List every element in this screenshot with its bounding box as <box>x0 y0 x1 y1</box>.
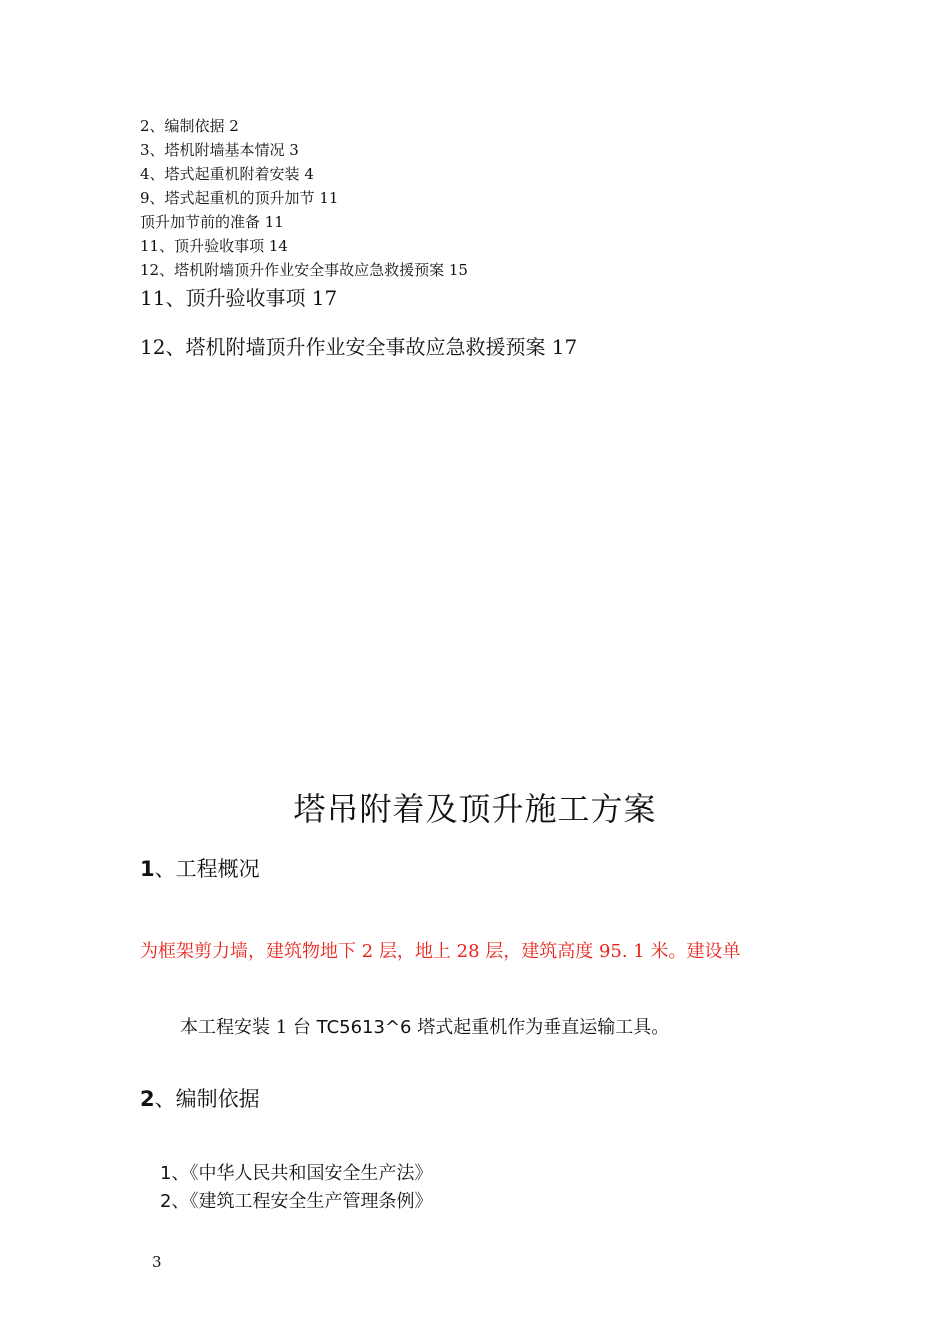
body-text-suffix: 塔式起重机作为垂直运输工具。 <box>411 1017 670 1038</box>
reference-text: 、《建筑工程安全生产管理条例》 <box>171 1191 433 1212</box>
reference-number: 2 <box>160 1191 172 1212</box>
body-paragraph <box>180 1014 669 1042</box>
toc-entry-large[interactable]: 11、顶升验收事项 17 <box>140 286 338 310</box>
toc-entry[interactable]: 3、塔机附墙基本情况 3 <box>140 141 299 159</box>
crane-model: TC5613^6 <box>316 1017 412 1038</box>
toc-entry-large[interactable]: 12、塔机附墙顶升作业安全事故应急救援预案 17 <box>140 335 578 359</box>
section-heading-overview <box>140 854 260 884</box>
toc-large <box>140 284 577 382</box>
section-heading-basis <box>140 1084 260 1114</box>
section-number: 2 <box>140 1087 155 1111</box>
reference-item <box>160 1160 432 1188</box>
toc-entry[interactable]: 顶升加节前的准备 11 <box>140 213 284 231</box>
toc-entry[interactable]: 11、顶升验收事项 14 <box>140 237 288 255</box>
reference-item <box>160 1188 432 1216</box>
toc-entry[interactable]: 9、塔式起重机的顶升加节 11 <box>140 189 339 207</box>
toc-entry[interactable]: 12、塔机附墙顶升作业安全事故应急救援预案 15 <box>140 261 468 279</box>
toc-small <box>140 114 468 282</box>
section-title: 、工程概况 <box>154 857 260 881</box>
section-number: 1 <box>140 857 155 881</box>
highlighted-text: 为框架剪力墙，建筑物地下 2 层，地上 28 层，建筑高度 95. 1 米。建设单 <box>140 941 741 962</box>
toc-entry[interactable]: 2、编制依据 2 <box>140 117 239 135</box>
toc-entry[interactable]: 4、塔式起重机附着安装 4 <box>140 165 314 183</box>
reference-list <box>160 1160 432 1216</box>
page-number: 3 <box>152 1253 162 1271</box>
reference-text: 、《中华人民共和国安全生产法》 <box>171 1163 433 1184</box>
body-text-prefix: 本工程安装 1 台 <box>180 1017 317 1038</box>
reference-number: 1 <box>160 1163 172 1184</box>
section-title: 、编制依据 <box>154 1087 260 1111</box>
document-title: 塔吊附着及顶升施工方案 <box>293 790 657 828</box>
